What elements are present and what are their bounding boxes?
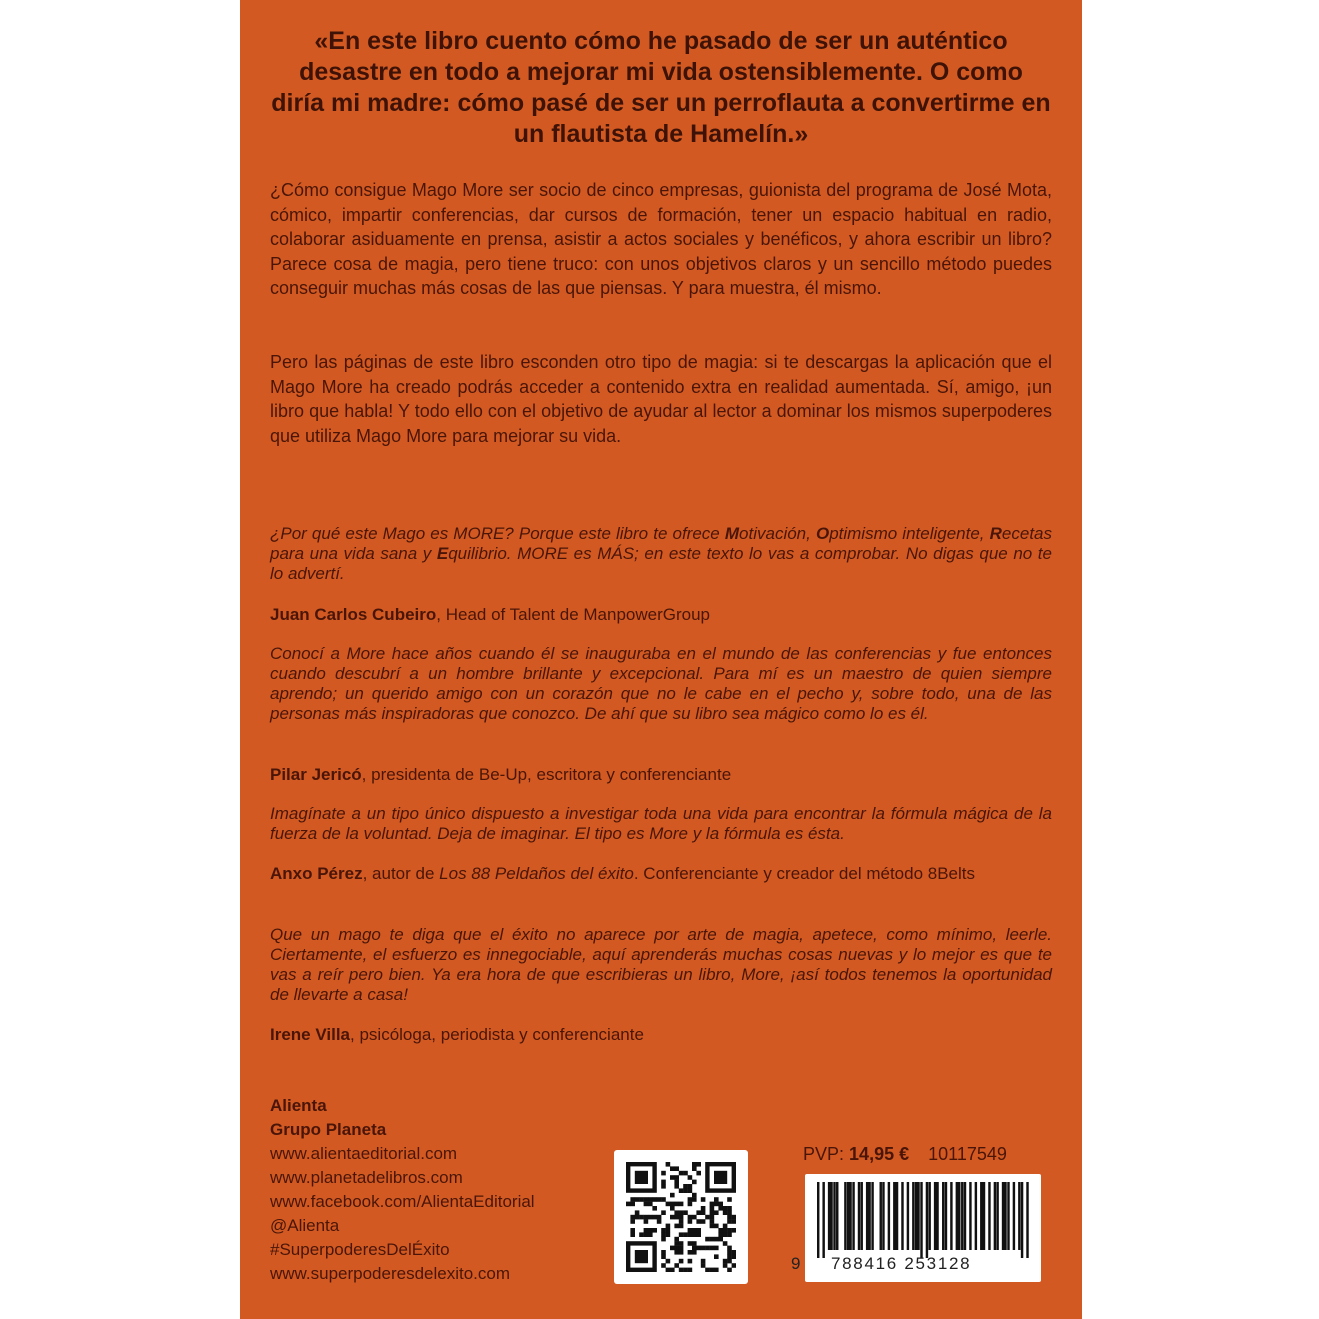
imprint-name: Alienta [270,1096,327,1115]
book-back-cover [240,0,1082,1319]
publisher-hashtag: #SuperpoderesDelÉxito [270,1240,450,1259]
isbn-digits: 788416 253128 [831,1254,972,1273]
endorser-name: Pilar Jericó [270,765,362,784]
publisher-info [270,1094,600,1286]
isbn-first-digit: 9 [791,1254,802,1273]
publisher-link: www.alientaeditorial.com [270,1144,458,1163]
endorser-name: Juan Carlos Cubeiro [270,605,437,624]
publisher-link: www.planetadelibros.com [270,1168,463,1187]
endorser-name: Irene Villa [270,1025,351,1044]
cover-quote: «En este libro cuento cómo he pasado de ser un auténtico desastre en todo a mejorar mi vida ostensiblemente. O como diría mi madre: cómo pasé de ser un perroflauta a convertirme en un flautista de Hamelín.» [271,27,1051,148]
endorsement-4-attribution: Irene Villa, psicóloga, periodista y conferenciante [270,1025,644,1044]
price-value: 14,95 € [849,1144,910,1164]
endorser-name: Anxo Pérez [270,864,363,883]
publisher-handle: @Alienta [270,1216,340,1235]
group-name: Grupo Planeta [270,1120,387,1139]
price-label: PVP: [803,1144,845,1164]
price-line [803,1142,1053,1166]
description-paragraph-2: Pero las páginas de este libro esconden otro tipo de magia: si te descargas la aplicación que el Mago More ha creado podrás acceder a contenido extra en realidad aumentada. Sí, amigo, ¡un libro que habla! Y todo ello con el objetivo de ayudar al lector a dominar los mismos superpoderes que utiliza Mago More para mejorar su vida. [270,352,1052,446]
endorsement-3-attribution: Anxo Pérez, autor de Los 88 Peldaños del éxito. Conferenciante y creador del método 8Belts [270,864,975,883]
endorsement-2-attribution: Pilar Jericó, presidenta de Be-Up, escritora y conferenciante [270,765,732,784]
endorsement-4-text: Que un mago te diga que el éxito no aparece por arte de magia, apetece, como mínimo, leerle. Ciertamente, el esfuerzo es innegociable, aquí aprenderás muchas cosas nuevas y lo mejor es que te vas a reír pero bien. Ya era hora de que escribieras un libro, More, ¡así todos tenemos la oportunidad de llevarte a casa! [270,925,1052,1004]
publisher-link: www.facebook.com/AlientaEditorial [270,1192,535,1211]
barcode-icon [817,1182,1029,1258]
publisher-link: www.superpoderesdelexito.com [270,1264,511,1283]
qr-code [614,1150,748,1284]
description-paragraph-1: ¿Cómo consigue Mago More ser socio de cinco empresas, guionista del programa de José Mota, cómico, impartir conferencias, dar cursos de formación, tener un espacio habitual en radio, colaborar asiduamente en prensa, asistir a actos sociales y benéficos, y ahora escribir un libro? Parece cosa de magia, pero tiene truco: con unos objetivos claros y un sencillo método puedes conseguir muchas más cosas de las que piensas. Y para muestra, él mismo. [270,180,1052,298]
barcode [791,1174,1041,1282]
product-code: 10117549 [928,1144,1007,1164]
endorsement-3-text: Imagínate a un tipo único dispuesto a investigar toda una vida para encontrar la fórmula mágica de la fuerza de la voluntad. Deja de imaginar. El tipo es More y la fórmula es ésta. [270,804,1052,843]
endorsement-1-text: ¿Por qué este Mago es MORE? Porque este libro te ofrece Motivación, Optimismo inteligente, Recetas para una vida sana y Equilibrio. MORE es MÁS; en este texto lo vas a comprobar. No digas que no te lo advertí. [270,524,1052,583]
qr-code-icon [626,1162,736,1272]
endorsement-1-attribution: Juan Carlos Cubeiro, Head of Talent de ManpowerGroup [270,605,711,624]
endorsement-2-text: Conocí a More hace años cuando él se inauguraba en el mundo de las conferencias y fue entonces cuando descubrí a un hombre brillante y excepcional. Para mí es un maestro de quien siempre aprendo; un querido amigo con un corazón que no le cabe en el pecho y, sobre todo, una de las personas más inspiradoras que conozco. De ahí que su libro sea mágico como lo es él. [270,644,1052,723]
